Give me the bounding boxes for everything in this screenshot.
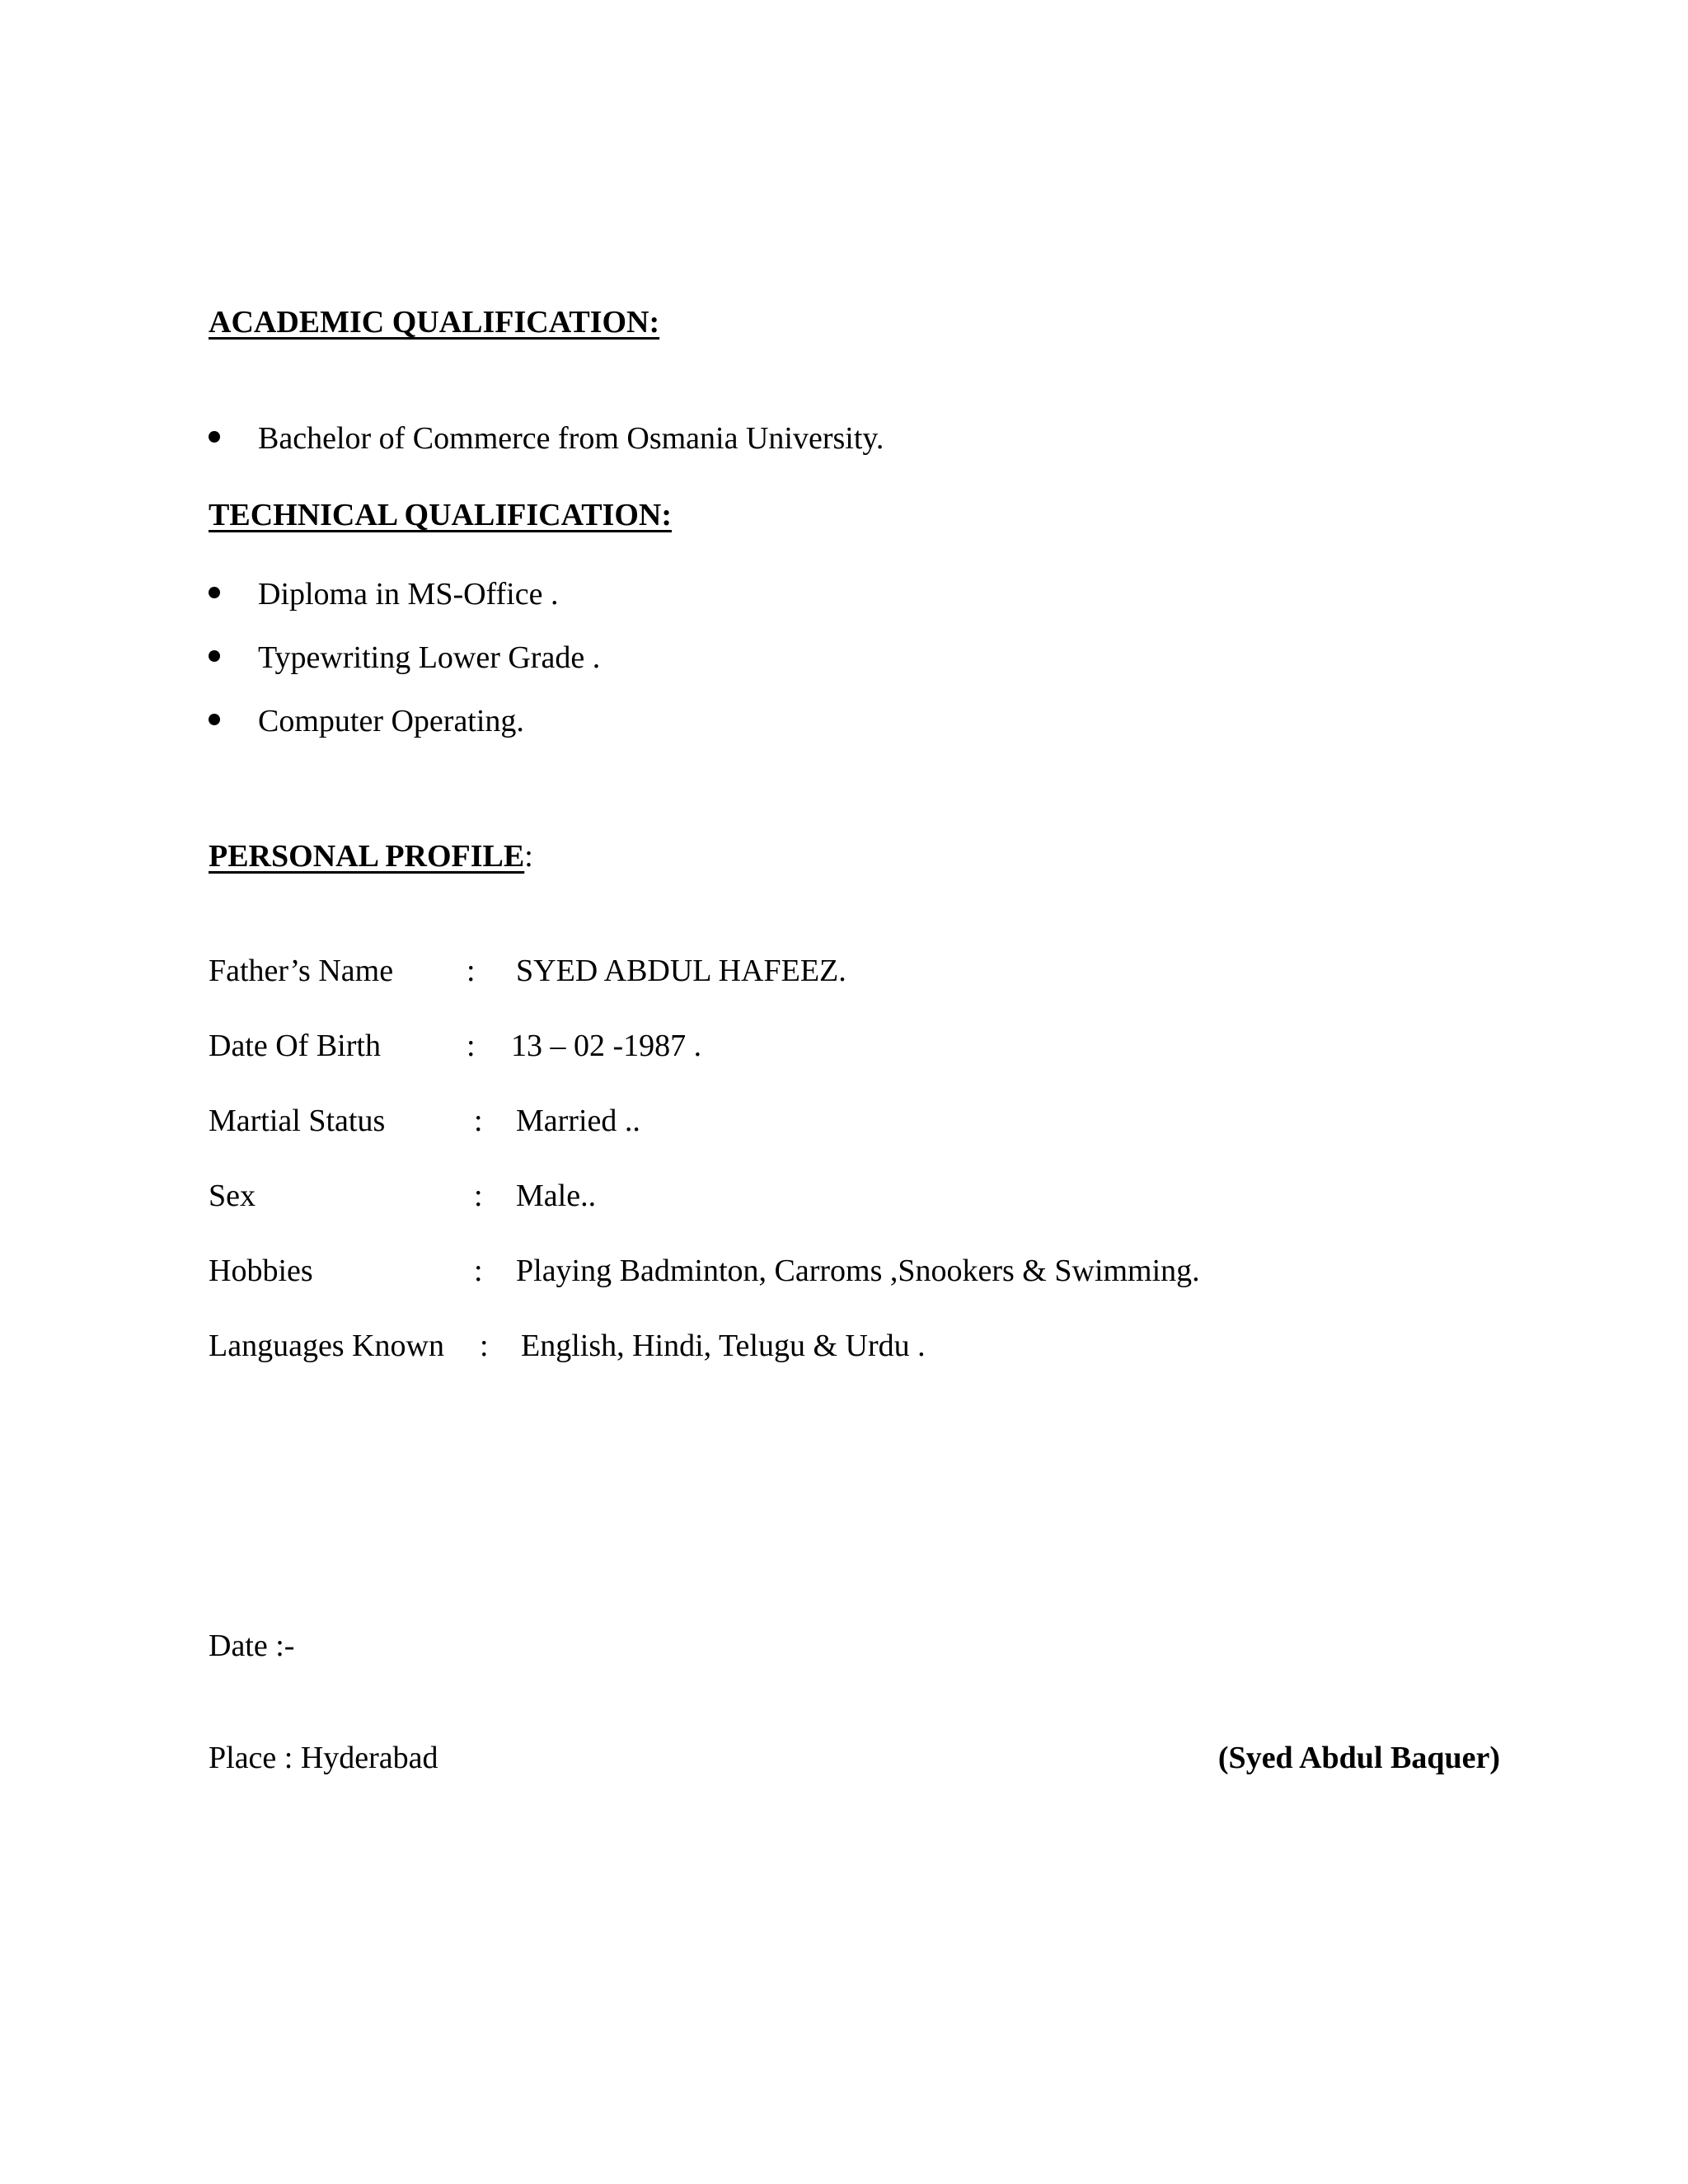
place-label: Place : Hyderabad: [209, 1741, 438, 1775]
profile-row-hobbies: [0, 1255, 1688, 1288]
profile-row-date-of-birth: [0, 1030, 1688, 1063]
profile-separator: :: [474, 1179, 483, 1213]
profile-separator: :: [480, 1329, 489, 1363]
profile-value: Male..: [516, 1179, 597, 1213]
profile-label: Martial Status: [209, 1104, 386, 1138]
bullet-icon: [209, 714, 220, 725]
personal-profile-heading-colon: :: [524, 839, 533, 874]
technical-item-text: Typewriting Lower Grade .: [258, 640, 601, 675]
profile-separator: :: [467, 954, 476, 988]
academic-qualification-heading: ACADEMIC QUALIFICATION:: [209, 305, 660, 340]
bullet-icon: [209, 650, 220, 662]
profile-separator: :: [467, 1029, 476, 1063]
profile-label: Sex: [209, 1179, 256, 1213]
bullet-icon: [209, 431, 220, 443]
profile-value: English, Hindi, Telugu & Urdu .: [521, 1329, 926, 1363]
profile-row-languages-known: [0, 1330, 1688, 1363]
profile-row-sex: [0, 1180, 1688, 1213]
profile-value: SYED ABDUL HAFEEZ.: [516, 954, 846, 988]
bullet-icon: [209, 587, 220, 598]
profile-separator: :: [474, 1104, 483, 1138]
technical-item-text: Diploma in MS-Office .: [258, 577, 559, 612]
profile-label: Father’s Name: [209, 954, 394, 988]
profile-label: Languages Known: [209, 1329, 444, 1363]
profile-label: Hobbies: [209, 1254, 313, 1288]
signature-name: (Syed Abdul Baquer): [1217, 1741, 1500, 1775]
profile-label: Date Of Birth: [209, 1029, 381, 1063]
profile-value: Playing Badminton, Carroms ,Snookers & Swimming.: [516, 1254, 1200, 1288]
profile-value: 13 – 02 -1987 .: [511, 1029, 702, 1063]
profile-row-marital-status: [0, 1105, 1688, 1138]
profile-separator: :: [474, 1254, 483, 1288]
personal-profile-heading-text: PERSONAL PROFILE: [209, 839, 525, 874]
profile-value: Married ..: [516, 1104, 640, 1138]
profile-row-fathers-name: [0, 955, 1688, 988]
technical-qualification-heading: TECHNICAL QUALIFICATION:: [209, 498, 672, 532]
personal-profile-heading: [209, 841, 533, 872]
academic-item-text: Bachelor of Commerce from Osmania University.: [258, 421, 884, 456]
technical-item-text: Computer Operating.: [258, 704, 524, 738]
date-label: Date :-: [209, 1629, 295, 1663]
